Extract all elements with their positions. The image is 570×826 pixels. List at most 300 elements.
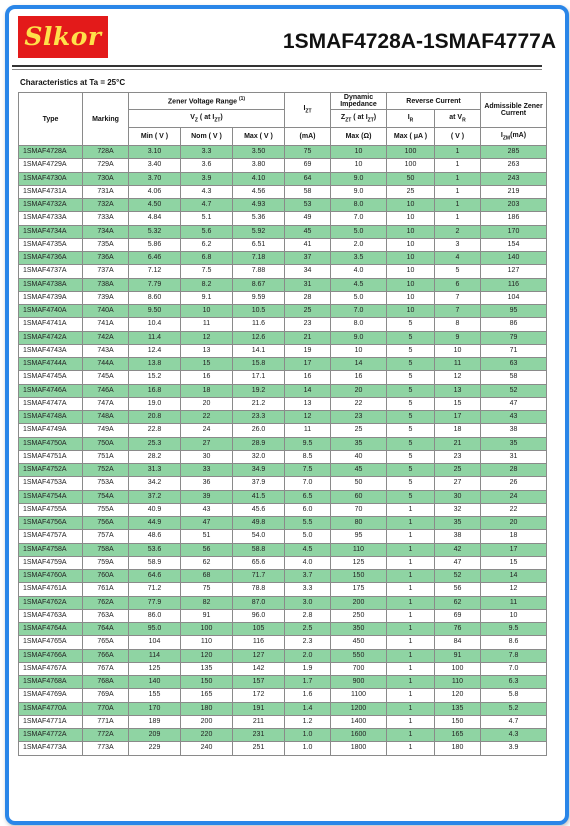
table-cell: 11 <box>181 318 233 331</box>
col-vz: $V_Z$ ( at $I_{ZT}$) <box>129 110 285 128</box>
table-cell: 1600 <box>331 729 387 742</box>
col-reverse-group: Reverse Current <box>387 93 481 110</box>
table-row <box>19 662 547 675</box>
table-cell: 9.5 <box>285 437 331 450</box>
table-cell: 6.8 <box>181 252 233 265</box>
table-cell: 6.3 <box>481 676 547 689</box>
table-cell: 10 <box>481 609 547 622</box>
table-cell: 18 <box>481 530 547 543</box>
table-cell: 10 <box>387 278 435 291</box>
table-cell: 1 <box>435 185 481 198</box>
table-cell: 450 <box>331 636 387 649</box>
table-cell: 11 <box>435 358 481 371</box>
table-cell: 105 <box>233 623 285 636</box>
table-cell: 9.5 <box>481 623 547 636</box>
table-cell: 6.5 <box>285 490 331 503</box>
table-cell: 1SMAF4731A <box>19 185 83 198</box>
table-cell: 1SMAF4743A <box>19 344 83 357</box>
table-cell: 8.2 <box>181 278 233 291</box>
table-row <box>19 146 547 159</box>
table-cell: 95 <box>331 530 387 543</box>
table-cell: 58 <box>285 185 331 198</box>
table-cell: 1SMAF4732A <box>19 199 83 212</box>
table-row <box>19 596 547 609</box>
table-cell: 16 <box>285 371 331 384</box>
table-cell: 1SMAF4766A <box>19 649 83 662</box>
table-cell: 1SMAF4756A <box>19 517 83 530</box>
table-cell: 1SMAF4747A <box>19 397 83 410</box>
table-cell: 1 <box>387 742 435 755</box>
table-row <box>19 477 547 490</box>
table-cell: 1 <box>435 199 481 212</box>
table-cell: 1SMAF4761A <box>19 583 83 596</box>
table-cell: 17 <box>435 411 481 424</box>
table-cell: 45 <box>331 464 387 477</box>
table-row <box>19 649 547 662</box>
table-cell: 3.0 <box>285 596 331 609</box>
table-cell: 17 <box>285 358 331 371</box>
table-cell: 172 <box>233 689 285 702</box>
table-cell: 5 <box>435 265 481 278</box>
table-cell: 24 <box>481 490 547 503</box>
table-cell: 6.51 <box>233 238 285 251</box>
table-cell: 1SMAF4737A <box>19 265 83 278</box>
table-cell: 20 <box>481 517 547 530</box>
col-zener-group: Zener Voltage Range $^{(1)}$ <box>129 93 285 110</box>
table-row <box>19 676 547 689</box>
table-cell: 1SMAF4772A <box>19 729 83 742</box>
table-cell: 768A <box>83 676 129 689</box>
table-cell: 35 <box>331 437 387 450</box>
table-cell: 11 <box>285 424 331 437</box>
table-row <box>19 172 547 185</box>
table-cell: 10 <box>331 146 387 159</box>
table-cell: 5 <box>387 318 435 331</box>
table-cell: 1.7 <box>285 676 331 689</box>
table-cell: 1SMAF4738A <box>19 278 83 291</box>
table-cell: 170 <box>481 225 547 238</box>
table-cell: 10 <box>387 225 435 238</box>
table-cell: 114 <box>129 649 181 662</box>
table-cell: 125 <box>331 556 387 569</box>
table-cell: 4.5 <box>285 543 331 556</box>
table-cell: 763A <box>83 609 129 622</box>
table-cell: 1SMAF4745A <box>19 371 83 384</box>
table-cell: 56 <box>181 543 233 556</box>
table-cell: 13 <box>181 344 233 357</box>
table-cell: 240 <box>181 742 233 755</box>
table-cell: 120 <box>181 649 233 662</box>
table-cell: 95.0 <box>129 623 181 636</box>
table-cell: 39 <box>181 490 233 503</box>
table-cell: 7.5 <box>181 265 233 278</box>
table-cell: 41.5 <box>233 490 285 503</box>
table-cell: 7.18 <box>233 252 285 265</box>
table-cell: 7.0 <box>331 305 387 318</box>
table-cell: 50 <box>331 477 387 490</box>
table-row <box>19 252 547 265</box>
table-cell: 1SMAF4751A <box>19 450 83 463</box>
table-cell: 220 <box>181 729 233 742</box>
table-cell: 14 <box>331 358 387 371</box>
table-cell: 10 <box>331 344 387 357</box>
table-cell: 80 <box>331 517 387 530</box>
table-cell: 15.2 <box>129 371 181 384</box>
table-cell: 1 <box>387 729 435 742</box>
table-cell: 150 <box>435 715 481 728</box>
table-cell: 740A <box>83 305 129 318</box>
table-cell: 64 <box>285 172 331 185</box>
table-cell: 12 <box>181 331 233 344</box>
table-cell: 11.4 <box>129 331 181 344</box>
table-cell: 10 <box>331 159 387 172</box>
table-cell: 18 <box>181 384 233 397</box>
table-cell: 761A <box>83 583 129 596</box>
table-cell: 1.9 <box>285 662 331 675</box>
table-cell: 9.1 <box>181 291 233 304</box>
table-cell: 62 <box>181 556 233 569</box>
table-cell: 186 <box>481 212 547 225</box>
table-cell: 69 <box>285 159 331 172</box>
table-cell: 1SMAF4757A <box>19 530 83 543</box>
table-cell: 5.36 <box>233 212 285 225</box>
table-cell: 263 <box>481 159 547 172</box>
table-cell: 5.32 <box>129 225 181 238</box>
table-cell: 35 <box>435 517 481 530</box>
table-cell: 49 <box>285 212 331 225</box>
table-cell: 4.84 <box>129 212 181 225</box>
table-cell: 100 <box>387 159 435 172</box>
table-cell: 38 <box>481 424 547 437</box>
table-cell: 5.0 <box>331 291 387 304</box>
table-cell: 21.2 <box>233 397 285 410</box>
table-cell: 191 <box>233 702 285 715</box>
table-cell: 15 <box>481 556 547 569</box>
table-cell: 42 <box>435 543 481 556</box>
table-cell: 1.0 <box>285 742 331 755</box>
table-cell: 31 <box>481 450 547 463</box>
table-cell: 16 <box>331 371 387 384</box>
col-nom: Nom ( V ) <box>181 128 233 146</box>
table-cell: 5.8 <box>481 689 547 702</box>
table-cell: 745A <box>83 371 129 384</box>
table-cell: 4.3 <box>181 185 233 198</box>
table-cell: 10 <box>387 252 435 265</box>
table-cell: 1SMAF4768A <box>19 676 83 689</box>
table-cell: 3.70 <box>129 172 181 185</box>
table-cell: 15 <box>181 358 233 371</box>
table-cell: 1SMAF4739A <box>19 291 83 304</box>
table-cell: 27 <box>181 437 233 450</box>
table-cell: 127 <box>233 649 285 662</box>
table-cell: 2.5 <box>285 623 331 636</box>
table-cell: 110 <box>435 676 481 689</box>
table-cell: 22 <box>181 411 233 424</box>
characteristics-table <box>18 92 547 756</box>
table-cell: 19.0 <box>129 397 181 410</box>
table-cell: 50 <box>387 172 435 185</box>
table-cell: 23.3 <box>233 411 285 424</box>
table-cell: 6.2 <box>181 238 233 251</box>
table-cell: 40 <box>331 450 387 463</box>
table-cell: 14 <box>481 570 547 583</box>
table-cell: 1100 <box>331 689 387 702</box>
table-cell: 150 <box>331 570 387 583</box>
table-cell: 14.1 <box>233 344 285 357</box>
table-cell: 8 <box>435 318 481 331</box>
table-row <box>19 411 547 424</box>
table-cell: 31 <box>285 278 331 291</box>
table-cell: 5.86 <box>129 238 181 251</box>
table-cell: 765A <box>83 636 129 649</box>
table-row <box>19 503 547 516</box>
table-cell: 203 <box>481 199 547 212</box>
table-cell: 30 <box>181 450 233 463</box>
table-cell: 771A <box>83 715 129 728</box>
table-cell: 732A <box>83 199 129 212</box>
table-cell: 45.6 <box>233 503 285 516</box>
col-zzt: $Z_{ZT}$ ( at $I_{ZT}$) <box>331 110 387 128</box>
table-cell: 1SMAF4748A <box>19 411 83 424</box>
table-cell: 37.9 <box>233 477 285 490</box>
table-row <box>19 185 547 198</box>
col-izm-unit: $I_{ZM}(mA)$ <box>481 128 547 146</box>
table-cell: 34 <box>285 265 331 278</box>
table-cell: 82 <box>181 596 233 609</box>
table-cell: 8.5 <box>285 450 331 463</box>
table-cell: 53 <box>285 199 331 212</box>
table-cell: 12 <box>435 371 481 384</box>
table-cell: 743A <box>83 344 129 357</box>
table-cell: 23 <box>435 450 481 463</box>
col-izt: $I_{ZT}$ <box>285 93 331 128</box>
table-cell: 4.7 <box>481 715 547 728</box>
table-cell: 748A <box>83 411 129 424</box>
table-cell: 22 <box>331 397 387 410</box>
table-cell: 116 <box>481 278 547 291</box>
table-cell: 25 <box>331 424 387 437</box>
table-cell: 1SMAF4734A <box>19 225 83 238</box>
table-cell: 76 <box>435 623 481 636</box>
table-cell: 5 <box>387 331 435 344</box>
table-cell: 157 <box>233 676 285 689</box>
table-cell: 4.0 <box>285 556 331 569</box>
table-cell: 1400 <box>331 715 387 728</box>
table-cell: 43 <box>481 411 547 424</box>
table-cell: 700 <box>331 662 387 675</box>
table-cell: 10 <box>387 212 435 225</box>
table-cell: 1 <box>435 212 481 225</box>
table-cell: 5.5 <box>285 517 331 530</box>
table-cell: 2.0 <box>285 649 331 662</box>
table-cell: 75 <box>285 146 331 159</box>
table-cell: 10 <box>181 305 233 318</box>
table-cell: 28.2 <box>129 450 181 463</box>
table-cell: 65.6 <box>233 556 285 569</box>
table-cell: 738A <box>83 278 129 291</box>
table-cell: 10.4 <box>129 318 181 331</box>
table-cell: 200 <box>331 596 387 609</box>
table-cell: 1 <box>387 715 435 728</box>
table-cell: 1SMAF4750A <box>19 437 83 450</box>
table-row <box>19 450 547 463</box>
table-cell: 79 <box>481 331 547 344</box>
table-cell: 6.0 <box>285 503 331 516</box>
table-cell: 900 <box>331 676 387 689</box>
table-row <box>19 225 547 238</box>
table-row <box>19 702 547 715</box>
table-cell: 3.10 <box>129 146 181 159</box>
table-row <box>19 424 547 437</box>
table-cell: 7.88 <box>233 265 285 278</box>
table-row <box>19 517 547 530</box>
table-cell: 4 <box>435 252 481 265</box>
table-cell: 10 <box>387 265 435 278</box>
table-cell: 13 <box>435 384 481 397</box>
table-cell: 34.2 <box>129 477 181 490</box>
table-cell: 23 <box>331 411 387 424</box>
table-cell: 772A <box>83 729 129 742</box>
table-cell: 1 <box>387 517 435 530</box>
table-cell: 749A <box>83 424 129 437</box>
table-cell: 10 <box>387 199 435 212</box>
table-row <box>19 358 547 371</box>
table-row <box>19 371 547 384</box>
table-cell: 175 <box>331 583 387 596</box>
table-row <box>19 623 547 636</box>
table-cell: 3.9 <box>481 742 547 755</box>
table-cell: 231 <box>233 729 285 742</box>
table-row <box>19 199 547 212</box>
table-row <box>19 729 547 742</box>
table-cell: 1SMAF4744A <box>19 358 83 371</box>
table-row <box>19 331 547 344</box>
table-cell: 1SMAF4762A <box>19 596 83 609</box>
table-cell: 125 <box>129 662 181 675</box>
table-cell: 1.0 <box>285 729 331 742</box>
table-cell: 22 <box>481 503 547 516</box>
table-cell: 10 <box>387 305 435 318</box>
table-cell: 77.9 <box>129 596 181 609</box>
table-row <box>19 715 547 728</box>
col-ir-unit: Max ( μA ) <box>387 128 435 146</box>
table-cell: 10.5 <box>233 305 285 318</box>
table-cell: 36 <box>181 477 233 490</box>
table-cell: 5 <box>387 450 435 463</box>
table-cell: 737A <box>83 265 129 278</box>
table-cell: 51 <box>181 530 233 543</box>
table-cell: 52 <box>481 384 547 397</box>
table-cell: 13.8 <box>129 358 181 371</box>
table-cell: 3.7 <box>285 570 331 583</box>
col-izt-unit: (mA) <box>285 128 331 146</box>
table-cell: 1SMAF4760A <box>19 570 83 583</box>
table-row <box>19 464 547 477</box>
table-row <box>19 278 547 291</box>
table-cell: 68 <box>181 570 233 583</box>
table-cell: 5.92 <box>233 225 285 238</box>
table-cell: 733A <box>83 212 129 225</box>
table-cell: 3.9 <box>181 172 233 185</box>
table-cell: 18 <box>435 424 481 437</box>
table-cell: 100 <box>387 146 435 159</box>
table-cell: 5.0 <box>285 530 331 543</box>
table-cell: 5 <box>387 437 435 450</box>
table-cell: 229 <box>129 742 181 755</box>
table-cell: 5 <box>387 384 435 397</box>
table-cell: 209 <box>129 729 181 742</box>
table-cell: 8.0 <box>331 199 387 212</box>
table-cell: 735A <box>83 238 129 251</box>
table-cell: 767A <box>83 662 129 675</box>
table-row <box>19 384 547 397</box>
table-cell: 731A <box>83 185 129 198</box>
table-cell: 1SMAF4741A <box>19 318 83 331</box>
col-at-vr: at $V_R$ <box>435 110 481 128</box>
table-cell: 44.9 <box>129 517 181 530</box>
table-cell: 189 <box>129 715 181 728</box>
table-cell: 1SMAF4754A <box>19 490 83 503</box>
table-cell: 11 <box>481 596 547 609</box>
table-row <box>19 238 547 251</box>
table-cell: 12.4 <box>129 344 181 357</box>
table-row <box>19 742 547 755</box>
table-cell: 43 <box>181 503 233 516</box>
table-cell: 12 <box>481 583 547 596</box>
table-cell: 33 <box>181 464 233 477</box>
table-cell: 60 <box>331 490 387 503</box>
table-cell: 7.12 <box>129 265 181 278</box>
table-cell: 140 <box>481 252 547 265</box>
table-cell: 747A <box>83 397 129 410</box>
table-cell: 1 <box>435 146 481 159</box>
table-cell: 75 <box>181 583 233 596</box>
table-cell: 762A <box>83 596 129 609</box>
table-cell: 7.79 <box>129 278 181 291</box>
table-body <box>19 146 547 756</box>
table-cell: 750A <box>83 437 129 450</box>
table-row <box>19 583 547 596</box>
table-cell: 54.0 <box>233 530 285 543</box>
table-cell: 20 <box>331 384 387 397</box>
table-cell: 20.8 <box>129 411 181 424</box>
table-cell: 110 <box>181 636 233 649</box>
table-row <box>19 570 547 583</box>
table-cell: 3 <box>435 238 481 251</box>
table-cell: 1800 <box>331 742 387 755</box>
table-cell: 25 <box>387 185 435 198</box>
table-cell: 2 <box>435 225 481 238</box>
table-cell: 1SMAF4765A <box>19 636 83 649</box>
table-cell: 20 <box>181 397 233 410</box>
table-cell: 4.10 <box>233 172 285 185</box>
table-cell: 766A <box>83 649 129 662</box>
table-cell: 9.0 <box>331 331 387 344</box>
table-cell: 6.46 <box>129 252 181 265</box>
table-cell: 170 <box>129 702 181 715</box>
table-cell: 1SMAF4770A <box>19 702 83 715</box>
table-cell: 21 <box>435 437 481 450</box>
table-cell: 1 <box>387 623 435 636</box>
table-cell: 87.0 <box>233 596 285 609</box>
table-cell: 1SMAF4769A <box>19 689 83 702</box>
table-cell: 5 <box>387 424 435 437</box>
table-cell: 5 <box>387 464 435 477</box>
table-cell: 734A <box>83 225 129 238</box>
table-row <box>19 689 547 702</box>
table-cell: 5.1 <box>181 212 233 225</box>
table-cell: 23 <box>285 318 331 331</box>
